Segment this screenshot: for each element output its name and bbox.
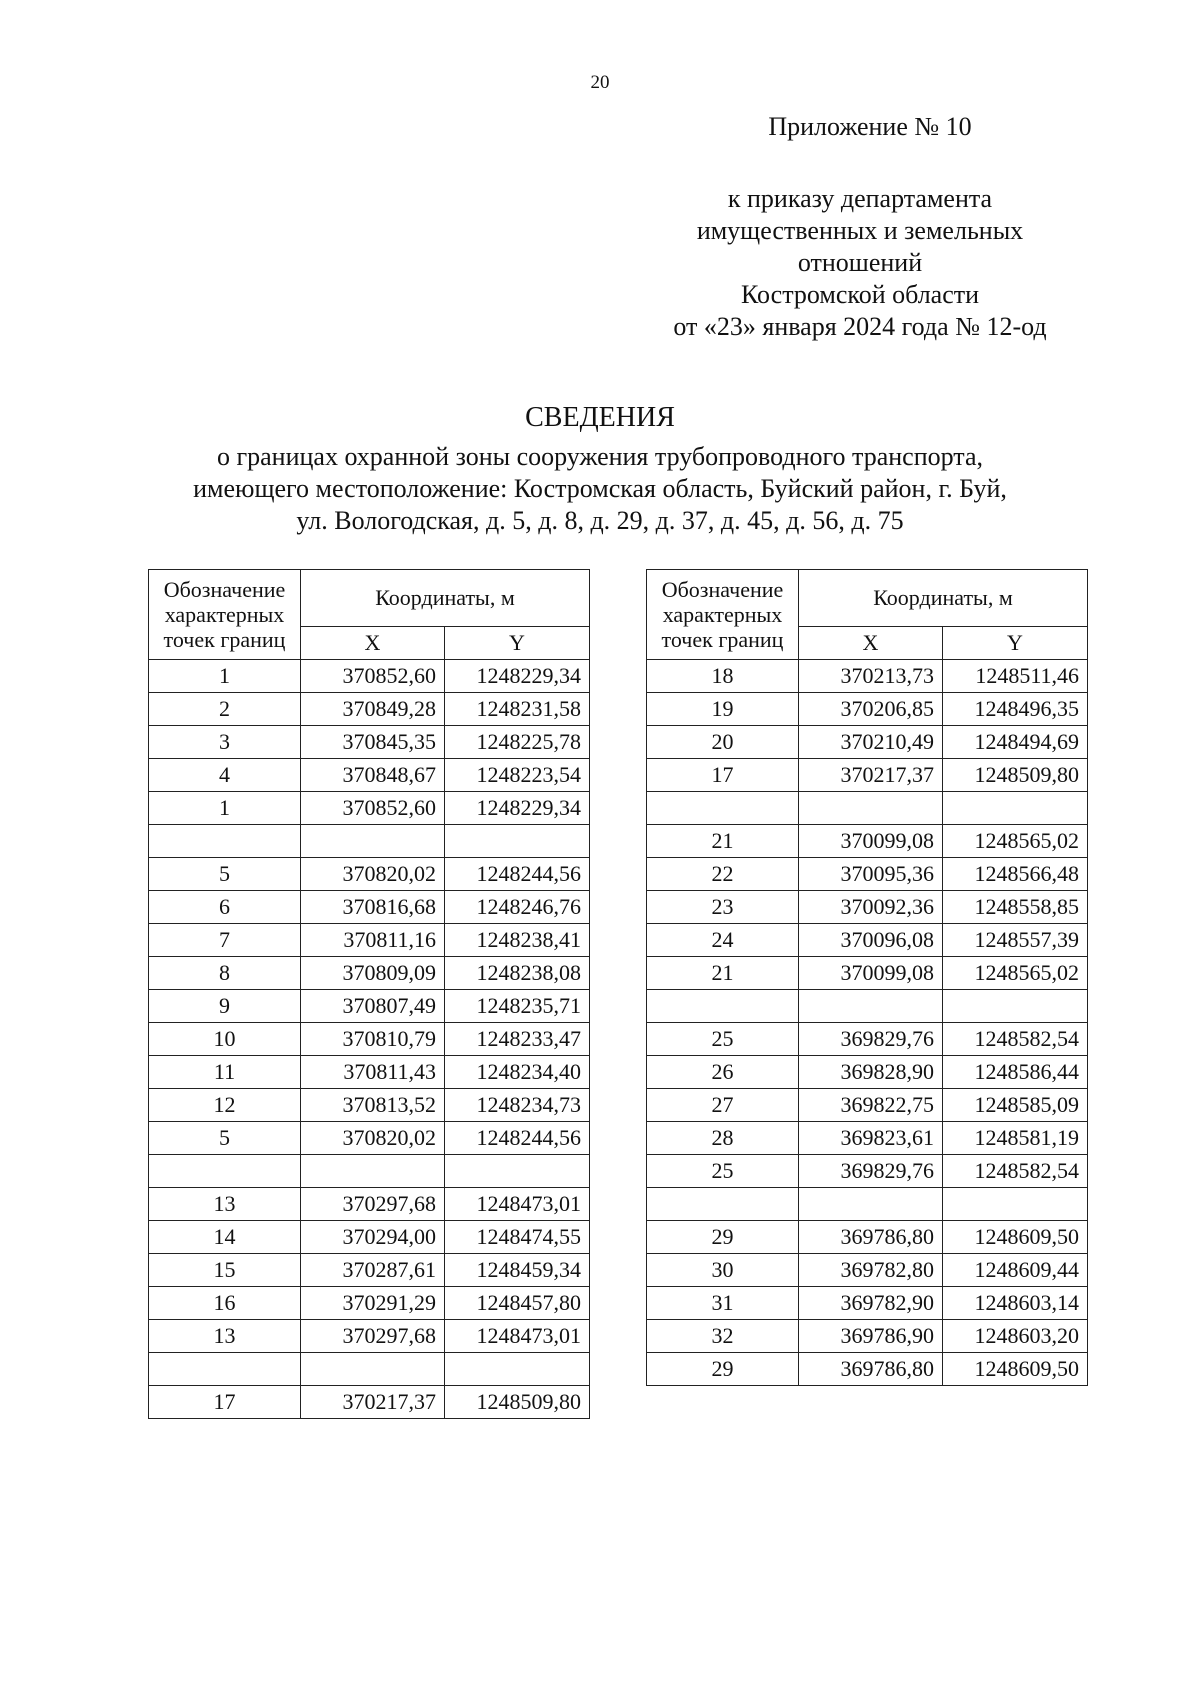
- y-coordinate-cell: 1248244,56: [445, 858, 590, 891]
- table-row: [149, 1089, 590, 1122]
- x-coordinate-cell: 370099,08: [799, 825, 943, 858]
- point-cell: 29: [647, 1221, 799, 1254]
- point-cell: 3: [149, 726, 301, 759]
- table-row: [647, 990, 1088, 1023]
- x-coordinate-cell: 370092,36: [799, 891, 943, 924]
- subtitle-line: ул. Вологодская, д. 5, д. 8, д. 29, д. 37, д. 45, д. 56, д. 75: [296, 506, 904, 535]
- header-point-label: Обозначение характерных точек границ: [647, 570, 799, 660]
- point-cell: 16: [149, 1287, 301, 1320]
- coordinates-table-right: [646, 569, 1088, 1386]
- point-cell: 26: [647, 1056, 799, 1089]
- table-row: [149, 990, 590, 1023]
- point-cell: 21: [647, 957, 799, 990]
- table-row: [149, 891, 590, 924]
- y-coordinate-cell: [943, 792, 1088, 825]
- table-row: [149, 1188, 590, 1221]
- x-coordinate-cell: 370809,09: [301, 957, 445, 990]
- table-row: [149, 1287, 590, 1320]
- y-coordinate-cell: 1248586,44: [943, 1056, 1088, 1089]
- order-reference: [630, 183, 1090, 343]
- x-coordinate-cell: 370813,52: [301, 1089, 445, 1122]
- y-coordinate-cell: 1248603,20: [943, 1320, 1088, 1353]
- point-cell: 2: [149, 693, 301, 726]
- x-coordinate-cell: 370811,43: [301, 1056, 445, 1089]
- table-row: [149, 825, 590, 858]
- x-coordinate-cell: 370852,60: [301, 660, 445, 693]
- table-row: [149, 1155, 590, 1188]
- x-coordinate-cell: 370217,37: [301, 1386, 445, 1419]
- y-coordinate-cell: 1248244,56: [445, 1122, 590, 1155]
- table-row: [149, 1023, 590, 1056]
- table-row: [149, 1353, 590, 1386]
- x-coordinate-cell: 370816,68: [301, 891, 445, 924]
- table-row: [647, 792, 1088, 825]
- point-cell: 13: [149, 1320, 301, 1353]
- y-coordinate-cell: 1248473,01: [445, 1188, 590, 1221]
- table-row: [647, 957, 1088, 990]
- point-cell: 24: [647, 924, 799, 957]
- x-coordinate-cell: 370213,73: [799, 660, 943, 693]
- y-coordinate-cell: 1248582,54: [943, 1023, 1088, 1056]
- y-coordinate-cell: [943, 1188, 1088, 1221]
- point-cell: 25: [647, 1023, 799, 1056]
- y-coordinate-cell: 1248235,71: [445, 990, 590, 1023]
- point-cell: 11: [149, 1056, 301, 1089]
- header-x: X: [301, 627, 445, 660]
- table-row: [647, 1089, 1088, 1122]
- x-coordinate-cell: 370294,00: [301, 1221, 445, 1254]
- table-row: [647, 726, 1088, 759]
- y-coordinate-cell: 1248234,73: [445, 1089, 590, 1122]
- table-row: [647, 1287, 1088, 1320]
- y-coordinate-cell: 1248459,34: [445, 1254, 590, 1287]
- document-title: СВЕДЕНИЯ: [525, 402, 675, 433]
- point-cell: 19: [647, 693, 799, 726]
- point-cell: 23: [647, 891, 799, 924]
- y-coordinate-cell: [445, 1155, 590, 1188]
- y-coordinate-cell: 1248474,55: [445, 1221, 590, 1254]
- x-coordinate-cell: 369786,80: [799, 1353, 943, 1386]
- subtitle-line: о границах охранной зоны сооружения трубопроводного транспорта,: [216, 442, 984, 471]
- y-coordinate-cell: 1248557,39: [943, 924, 1088, 957]
- x-coordinate-cell: 370820,02: [301, 858, 445, 891]
- x-coordinate-cell: 370820,02: [301, 1122, 445, 1155]
- page-number: 20: [590, 72, 610, 93]
- point-cell: 20: [647, 726, 799, 759]
- point-cell: 22: [647, 858, 799, 891]
- table-row: [149, 858, 590, 891]
- table-row: [149, 693, 590, 726]
- x-coordinate-cell: 370291,29: [301, 1287, 445, 1320]
- y-coordinate-cell: 1248231,58: [445, 693, 590, 726]
- y-coordinate-cell: 1248457,80: [445, 1287, 590, 1320]
- x-coordinate-cell: 370849,28: [301, 693, 445, 726]
- table-row: [149, 726, 590, 759]
- x-coordinate-cell: 369786,80: [799, 1221, 943, 1254]
- y-coordinate-cell: 1248566,48: [943, 858, 1088, 891]
- x-coordinate-cell: 370807,49: [301, 990, 445, 1023]
- table-row: [647, 1188, 1088, 1221]
- y-coordinate-cell: 1248609,44: [943, 1254, 1088, 1287]
- table-row: [647, 1155, 1088, 1188]
- table-row: [647, 1254, 1088, 1287]
- y-coordinate-cell: 1248558,85: [943, 891, 1088, 924]
- y-coordinate-cell: 1248234,40: [445, 1056, 590, 1089]
- point-cell: [149, 1155, 301, 1188]
- x-coordinate-cell: 370287,61: [301, 1254, 445, 1287]
- x-coordinate-cell: [799, 1188, 943, 1221]
- y-coordinate-cell: 1248565,02: [943, 825, 1088, 858]
- point-cell: 12: [149, 1089, 301, 1122]
- y-coordinate-cell: 1248496,35: [943, 693, 1088, 726]
- x-coordinate-cell: 370297,68: [301, 1188, 445, 1221]
- header-coordinates: Координаты, м: [799, 570, 1088, 627]
- table-row: [647, 660, 1088, 693]
- y-coordinate-cell: 1248238,08: [445, 957, 590, 990]
- y-coordinate-cell: 1248229,34: [445, 792, 590, 825]
- table-row: [647, 693, 1088, 726]
- header-y: Y: [445, 627, 590, 660]
- y-coordinate-cell: 1248229,34: [445, 660, 590, 693]
- x-coordinate-cell: 370099,08: [799, 957, 943, 990]
- point-cell: 32: [647, 1320, 799, 1353]
- x-coordinate-cell: [301, 1353, 445, 1386]
- order-line: к приказу департамента: [727, 184, 993, 213]
- y-coordinate-cell: 1248233,47: [445, 1023, 590, 1056]
- y-coordinate-cell: 1248246,76: [445, 891, 590, 924]
- y-coordinate-cell: 1248509,80: [445, 1386, 590, 1419]
- table-row: [149, 1254, 590, 1287]
- x-coordinate-cell: 369782,90: [799, 1287, 943, 1320]
- x-coordinate-cell: 369786,90: [799, 1320, 943, 1353]
- subtitle-line: имеющего местоположение: Костромская область, Буйский район, г. Буй,: [193, 474, 1007, 503]
- x-coordinate-cell: [301, 825, 445, 858]
- x-coordinate-cell: 369823,61: [799, 1122, 943, 1155]
- y-coordinate-cell: 1248225,78: [445, 726, 590, 759]
- x-coordinate-cell: [799, 792, 943, 825]
- point-cell: 17: [149, 1386, 301, 1419]
- point-cell: 10: [149, 1023, 301, 1056]
- y-coordinate-cell: 1248582,54: [943, 1155, 1088, 1188]
- x-coordinate-cell: 370852,60: [301, 792, 445, 825]
- table-row: [149, 1386, 590, 1419]
- header-x: X: [799, 627, 943, 660]
- table-row: [149, 1221, 590, 1254]
- x-coordinate-cell: 370210,49: [799, 726, 943, 759]
- x-coordinate-cell: [301, 1155, 445, 1188]
- point-cell: 17: [647, 759, 799, 792]
- point-cell: 6: [149, 891, 301, 924]
- point-cell: 7: [149, 924, 301, 957]
- table-row: [647, 825, 1088, 858]
- y-coordinate-cell: 1248603,14: [943, 1287, 1088, 1320]
- table-row: [149, 1122, 590, 1155]
- point-cell: 29: [647, 1353, 799, 1386]
- table-row: [149, 660, 590, 693]
- y-coordinate-cell: [943, 990, 1088, 1023]
- point-cell: 14: [149, 1221, 301, 1254]
- x-coordinate-cell: 369828,90: [799, 1056, 943, 1089]
- document-subtitle: [100, 441, 1100, 537]
- x-coordinate-cell: 369782,80: [799, 1254, 943, 1287]
- point-cell: [647, 990, 799, 1023]
- y-coordinate-cell: 1248238,41: [445, 924, 590, 957]
- table-row: [149, 924, 590, 957]
- table-row: [647, 891, 1088, 924]
- y-coordinate-cell: 1248581,19: [943, 1122, 1088, 1155]
- point-cell: 21: [647, 825, 799, 858]
- y-coordinate-cell: 1248565,02: [943, 957, 1088, 990]
- y-coordinate-cell: 1248494,69: [943, 726, 1088, 759]
- x-coordinate-cell: 370206,85: [799, 693, 943, 726]
- order-line: от «23» января 2024 года № 12-од: [673, 312, 1047, 341]
- y-coordinate-cell: [445, 825, 590, 858]
- point-cell: 31: [647, 1287, 799, 1320]
- x-coordinate-cell: 370811,16: [301, 924, 445, 957]
- point-cell: [149, 825, 301, 858]
- point-cell: 1: [149, 792, 301, 825]
- y-coordinate-cell: 1248609,50: [943, 1221, 1088, 1254]
- point-cell: [647, 792, 799, 825]
- table-row: [149, 1056, 590, 1089]
- order-line: Костромской области: [740, 280, 980, 309]
- table-row: [647, 924, 1088, 957]
- x-coordinate-cell: 370848,67: [301, 759, 445, 792]
- coordinates-table-left: [148, 569, 590, 1419]
- y-coordinate-cell: 1248473,01: [445, 1320, 590, 1353]
- x-coordinate-cell: 369829,76: [799, 1023, 943, 1056]
- x-coordinate-cell: 370096,08: [799, 924, 943, 957]
- x-coordinate-cell: 370095,36: [799, 858, 943, 891]
- table-row: [149, 1320, 590, 1353]
- order-line: отношений: [797, 248, 923, 277]
- point-cell: 25: [647, 1155, 799, 1188]
- header-y: Y: [943, 627, 1088, 660]
- table-row: [647, 1122, 1088, 1155]
- y-coordinate-cell: [445, 1353, 590, 1386]
- point-cell: 5: [149, 1122, 301, 1155]
- appendix-title: Приложение № 10: [768, 112, 972, 141]
- table-row: [647, 1320, 1088, 1353]
- point-cell: 1: [149, 660, 301, 693]
- x-coordinate-cell: 370845,35: [301, 726, 445, 759]
- table-row: [647, 1023, 1088, 1056]
- order-line: имущественных и земельных: [696, 216, 1024, 245]
- y-coordinate-cell: 1248511,46: [943, 660, 1088, 693]
- point-cell: 27: [647, 1089, 799, 1122]
- x-coordinate-cell: 370297,68: [301, 1320, 445, 1353]
- table-row: [647, 759, 1088, 792]
- point-cell: 9: [149, 990, 301, 1023]
- header-coordinates: Координаты, м: [301, 570, 590, 627]
- point-cell: 28: [647, 1122, 799, 1155]
- table-row: [647, 1056, 1088, 1089]
- table-row: [149, 759, 590, 792]
- y-coordinate-cell: 1248609,50: [943, 1353, 1088, 1386]
- header-point-label: Обозначение характерных точек границ: [149, 570, 301, 660]
- point-cell: 15: [149, 1254, 301, 1287]
- point-cell: 4: [149, 759, 301, 792]
- table-row: [647, 1221, 1088, 1254]
- point-cell: 13: [149, 1188, 301, 1221]
- point-cell: 30: [647, 1254, 799, 1287]
- x-coordinate-cell: 370217,37: [799, 759, 943, 792]
- x-coordinate-cell: 369822,75: [799, 1089, 943, 1122]
- point-cell: 8: [149, 957, 301, 990]
- point-cell: [149, 1353, 301, 1386]
- point-cell: [647, 1188, 799, 1221]
- table-row: [647, 1353, 1088, 1386]
- x-coordinate-cell: [799, 990, 943, 1023]
- table-row: [647, 858, 1088, 891]
- y-coordinate-cell: 1248585,09: [943, 1089, 1088, 1122]
- y-coordinate-cell: 1248223,54: [445, 759, 590, 792]
- table-row: [149, 792, 590, 825]
- y-coordinate-cell: 1248509,80: [943, 759, 1088, 792]
- table-row: [149, 957, 590, 990]
- x-coordinate-cell: 370810,79: [301, 1023, 445, 1056]
- point-cell: 18: [647, 660, 799, 693]
- point-cell: 5: [149, 858, 301, 891]
- x-coordinate-cell: 369829,76: [799, 1155, 943, 1188]
